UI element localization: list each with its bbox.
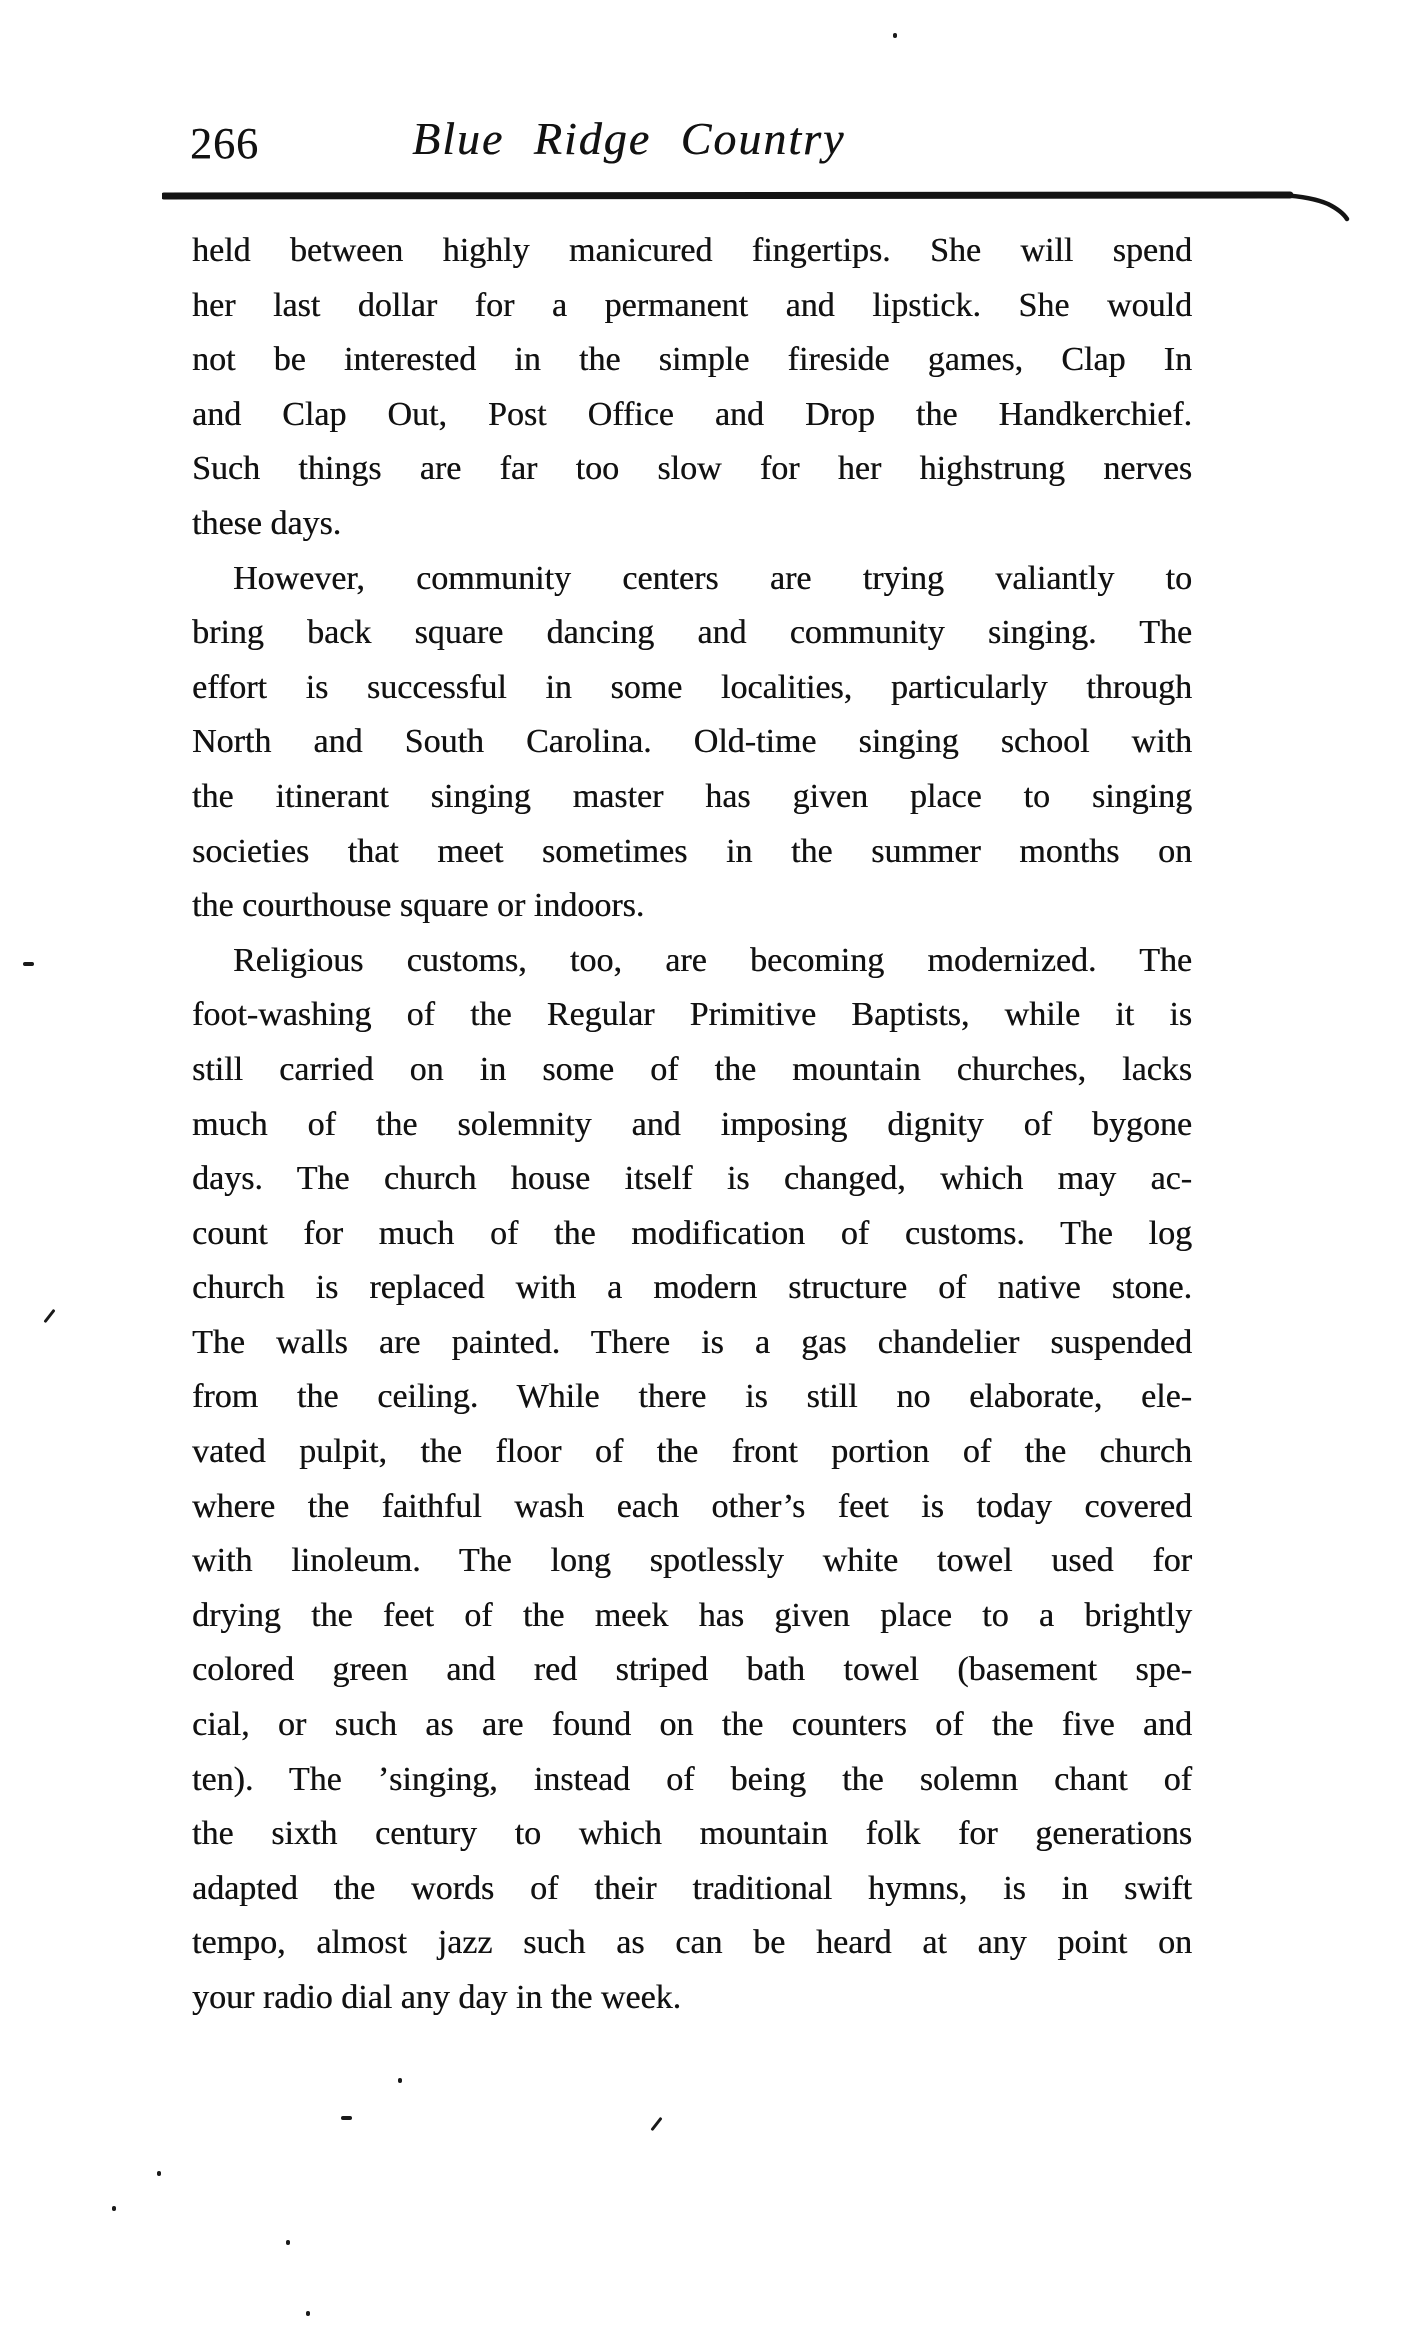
text-line: church is replaced with a modern structure of native stone.	[192, 1269, 1192, 1307]
text-line: drying the feet of the meek has given place to a brightly	[192, 1596, 1192, 1634]
scan-speck	[398, 2078, 402, 2083]
text-line: Such things are far too slow for her highstrung nerves	[192, 450, 1192, 488]
scan-speck	[341, 2116, 352, 2120]
body-text	[192, 224, 1192, 2026]
text-line: ten). The ʼsinging, instead of being the solemn chant of	[192, 1760, 1192, 1798]
scan-speck	[112, 2206, 116, 2211]
text-line: from the ceiling. While there is still no elaborate, ele-	[192, 1378, 1192, 1416]
text-line: colored green and red striped bath towel (basement spe-	[192, 1651, 1192, 1689]
text-line: your radio dial any day in the week.	[192, 1979, 682, 2016]
text-line: bring back square dancing and community singing. The	[192, 614, 1192, 652]
text-line: the sixth century to which mountain folk for generations	[192, 1815, 1192, 1853]
scan-speck	[306, 2311, 310, 2316]
text-line: However, community centers are trying valiantly to	[233, 559, 1192, 597]
text-line: cial, or such as are found on the counters of the five and	[192, 1706, 1192, 1744]
scan-speck	[157, 2171, 161, 2176]
page-number: 266	[190, 119, 259, 168]
scan-speck	[650, 2117, 662, 2131]
text-line: where the faithful wash each other’s feet is today covered	[192, 1487, 1192, 1525]
text-line: much of the solemnity and imposing dignity of bygone	[192, 1105, 1192, 1143]
text-line: and Clap Out, Post Office and Drop the Handkerchief.	[192, 395, 1192, 433]
paragraph	[192, 224, 1192, 552]
text-line: with linoleum. The long spotlessly white towel used for	[192, 1542, 1192, 1580]
text-line: adapted the words of their traditional hymns, is in swift	[192, 1869, 1192, 1907]
paragraph	[192, 934, 1192, 2026]
scan-speck	[893, 33, 897, 38]
text-line: effort is successful in some localities, particularly through	[192, 668, 1192, 706]
paragraph	[192, 552, 1192, 934]
text-line: her last dollar for a permanent and lipstick. She would	[192, 286, 1192, 324]
text-line: these days.	[192, 504, 342, 542]
scan-speck	[286, 2240, 290, 2245]
text-line: not be interested in the simple fireside games, Clap In	[192, 341, 1192, 379]
text-line: days. The church house itself is changed, which may ac-	[192, 1160, 1192, 1198]
text-line: still carried on in some of the mountain churches, lacks	[192, 1050, 1192, 1088]
text-line: count for much of the modification of customs. The log	[192, 1214, 1192, 1252]
text-line: foot-washing of the Regular Primitive Baptists, while it is	[192, 996, 1192, 1034]
text-line: The walls are painted. There is a gas chandelier suspended	[192, 1323, 1192, 1361]
running-title: Blue Ridge Country	[412, 113, 846, 164]
text-line: societies that meet sometimes in the summer months on	[192, 832, 1192, 870]
text-line: Religious customs, too, are becoming modernized. The	[233, 941, 1192, 979]
header-rule	[162, 190, 1352, 222]
text-line: the itinerant singing master has given place to singing	[192, 777, 1192, 815]
text-line: held between highly manicured fingertips. She will spend	[192, 232, 1192, 269]
text-line: vated pulpit, the floor of the front portion of the church	[192, 1433, 1192, 1471]
scan-speck	[43, 1309, 55, 1323]
text-line: tempo, almost jazz such as can be heard at any point on	[192, 1924, 1192, 1962]
text-line: North and South Carolina. Old-time singing school with	[192, 723, 1192, 761]
text-line: the courthouse square or indoors.	[192, 887, 645, 925]
scan-speck	[23, 962, 34, 966]
